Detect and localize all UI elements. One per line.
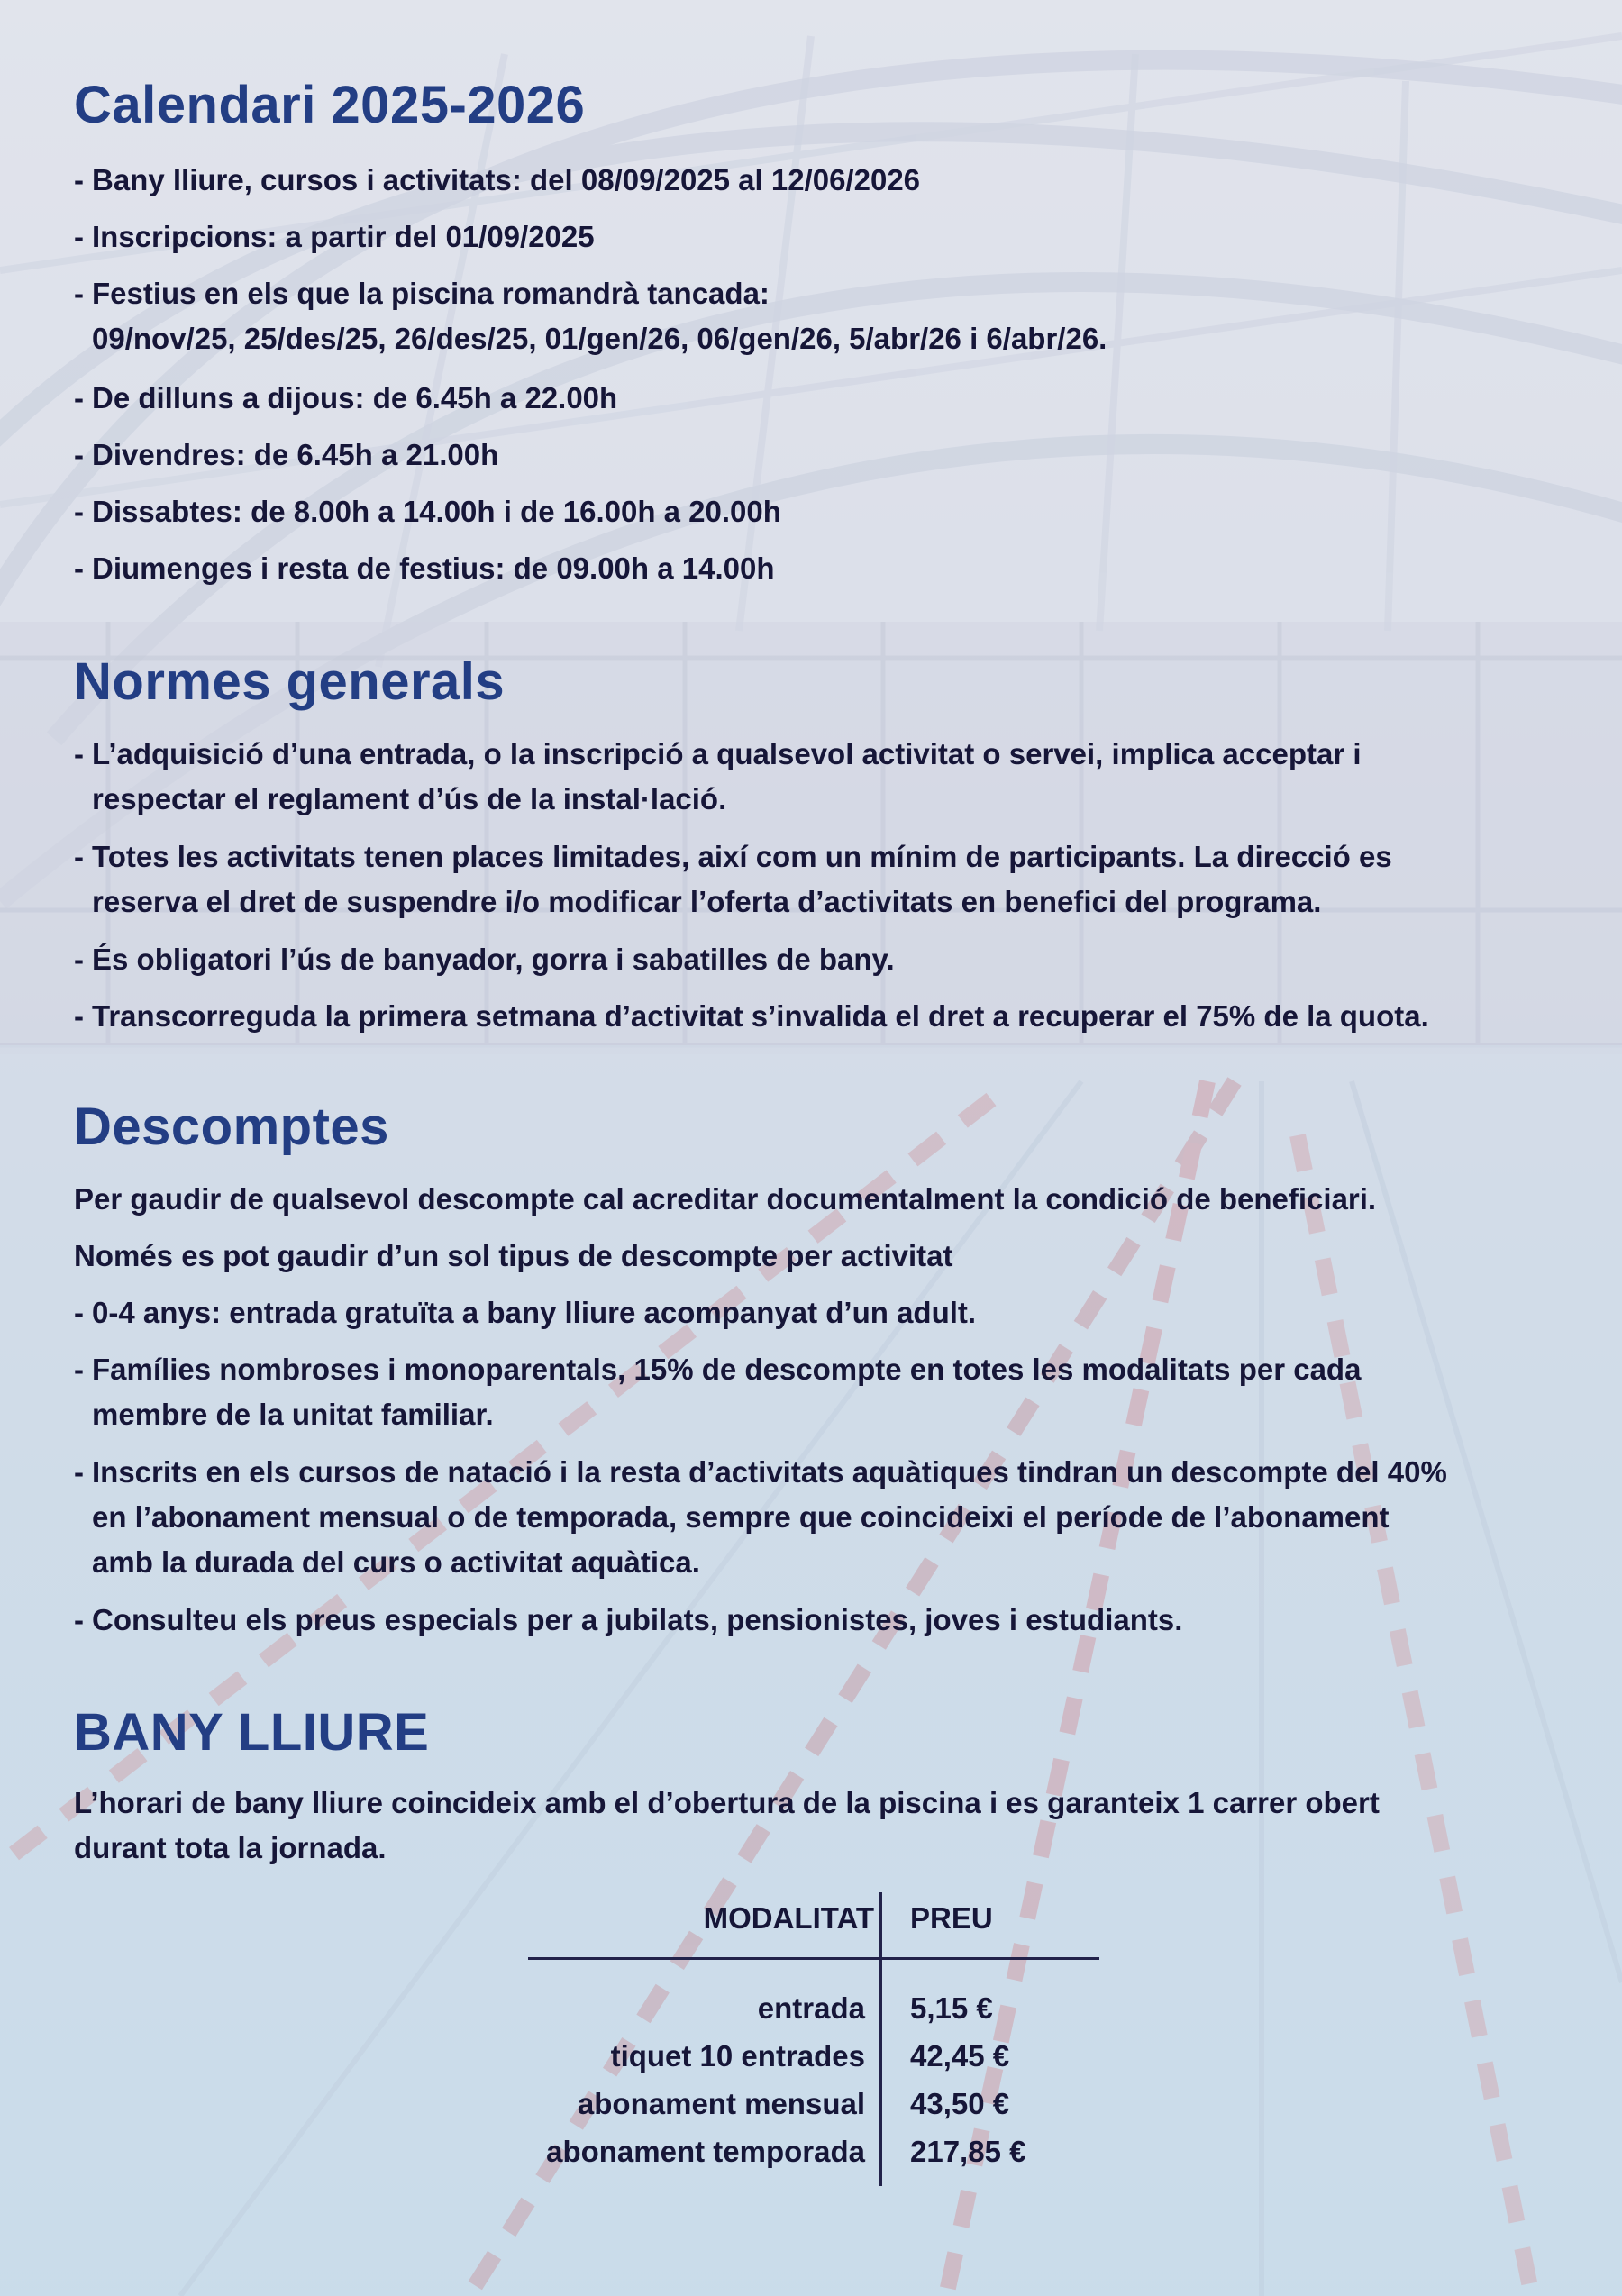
rules-title: Normes generals — [74, 652, 506, 711]
calendar-item-registration: - Inscripcions: a partir del 01/09/2025 — [74, 214, 1570, 260]
table-row — [487, 2135, 1099, 2182]
discount-item-special-prices: - Consulteu els preus especials per a jubilats, pensionistes, joves i estudiants. — [74, 1598, 1570, 1643]
row-price: 43,50 € — [910, 2087, 1010, 2120]
discounts-list — [74, 1290, 1570, 1654]
table-row — [487, 1991, 1099, 2039]
table-header-divider — [528, 1957, 1099, 1960]
row-modality: abonament mensual — [577, 2087, 865, 2120]
rules-item-swimwear: - És obligatori l’ús de banyador, gorra i sabatilles de bany. — [74, 937, 1570, 982]
calendar-item-holidays: - Festius en els que la piscina romandrà tancada: 09/nov/25, 25/des/25, 26/des/25, 01/gen/26, 06/gen/26, 5/abr/26 i 6/abr/26. — [74, 271, 1570, 361]
row-modality: abonament temporada — [546, 2135, 865, 2168]
discount-item-children: - 0-4 anys: entrada gratuïta a bany lliure acompanyat d’un adult. — [74, 1290, 1570, 1335]
rules-list — [74, 732, 1570, 1051]
calendar-item-mon-thu: - De dilluns a dijous: de 6.45h a 22.00h — [74, 376, 1570, 421]
discount-item-families: - Famílies nombroses i monoparentals, 15% de descompte en totes les modalitats per cada membre de la unitat familiar. — [74, 1347, 1570, 1437]
row-price: 5,15 € — [910, 1991, 993, 2025]
table-header-modality: MODALITAT — [703, 1901, 874, 1935]
calendar-list — [74, 158, 1570, 603]
calendar-item-friday: - Divendres: de 6.45h a 21.00h — [74, 433, 1570, 478]
price-table — [487, 1892, 1099, 2190]
free-swim-description: L’horari de bany lliure coincideix amb el d’obertura de la piscina i es garanteix 1 carrer obert durant tota la jornada. — [74, 1786, 1380, 1864]
discount-item-courses: - Inscrits en els cursos de natació i la resta d’activitats aquàtiques tindran un descompte del 40% en l’abonament mensual o de temporada, sempre que coincideixi el període de l’abonament amb la durada del curs o activitat aquàtica. — [74, 1450, 1570, 1585]
rules-item-acceptance: - L’adquisició d’una entrada, o la inscripció a qualsevol activitat o servei, implica acceptar i respectar el reglament d’ús de la instal·lació. — [74, 732, 1570, 822]
holidays-dates: 09/nov/25, 25/des/25, 26/des/25, 01/gen/26, 06/gen/26, 5/abr/26 i 6/abr/26. — [92, 322, 1107, 355]
discounts-title: Descomptes — [74, 1098, 389, 1156]
discounts-intro-accreditation: Per gaudir de qualsevol descompte cal acreditar documentalment la condició de beneficiari. — [74, 1182, 1377, 1216]
rules-item-refund: - Transcorreguda la primera setmana d’activitat s’invalida el dret a recuperar el 75% de la quota. — [74, 994, 1570, 1039]
rules-item-limited-places: - Totes les activitats tenen places limitades, així com un mínim de participants. La direcció es reserva el dret de suspendre i/o modificar l’oferta d’activitats en benefici del programa. — [74, 834, 1570, 925]
row-price: 217,85 € — [910, 2135, 1026, 2168]
price-rows — [487, 1991, 1099, 2182]
row-modality: tiquet 10 entrades — [610, 2039, 865, 2073]
calendar-item-period: - Bany lliure, cursos i activitats: del 08/09/2025 al 12/06/2026 — [74, 158, 1570, 203]
table-row — [487, 2039, 1099, 2087]
free-swim-title: BANY LLIURE — [74, 1703, 430, 1762]
table-header-price: PREU — [910, 1901, 993, 1935]
discounts-intro-single: Només es pot gaudir d’un sol tipus de descompte per activitat — [74, 1239, 953, 1272]
calendar-item-saturday: - Dissabtes: de 8.00h a 14.00h i de 16.00h a 20.00h — [74, 489, 1570, 534]
row-modality: entrada — [757, 1991, 865, 2025]
row-price: 42,45 € — [910, 2039, 1010, 2073]
calendar-title: Calendari 2025-2026 — [74, 76, 586, 134]
calendar-item-sunday: - Diumenges i resta de festius: de 09.00h a 14.00h — [74, 546, 1570, 591]
table-row — [487, 2087, 1099, 2135]
